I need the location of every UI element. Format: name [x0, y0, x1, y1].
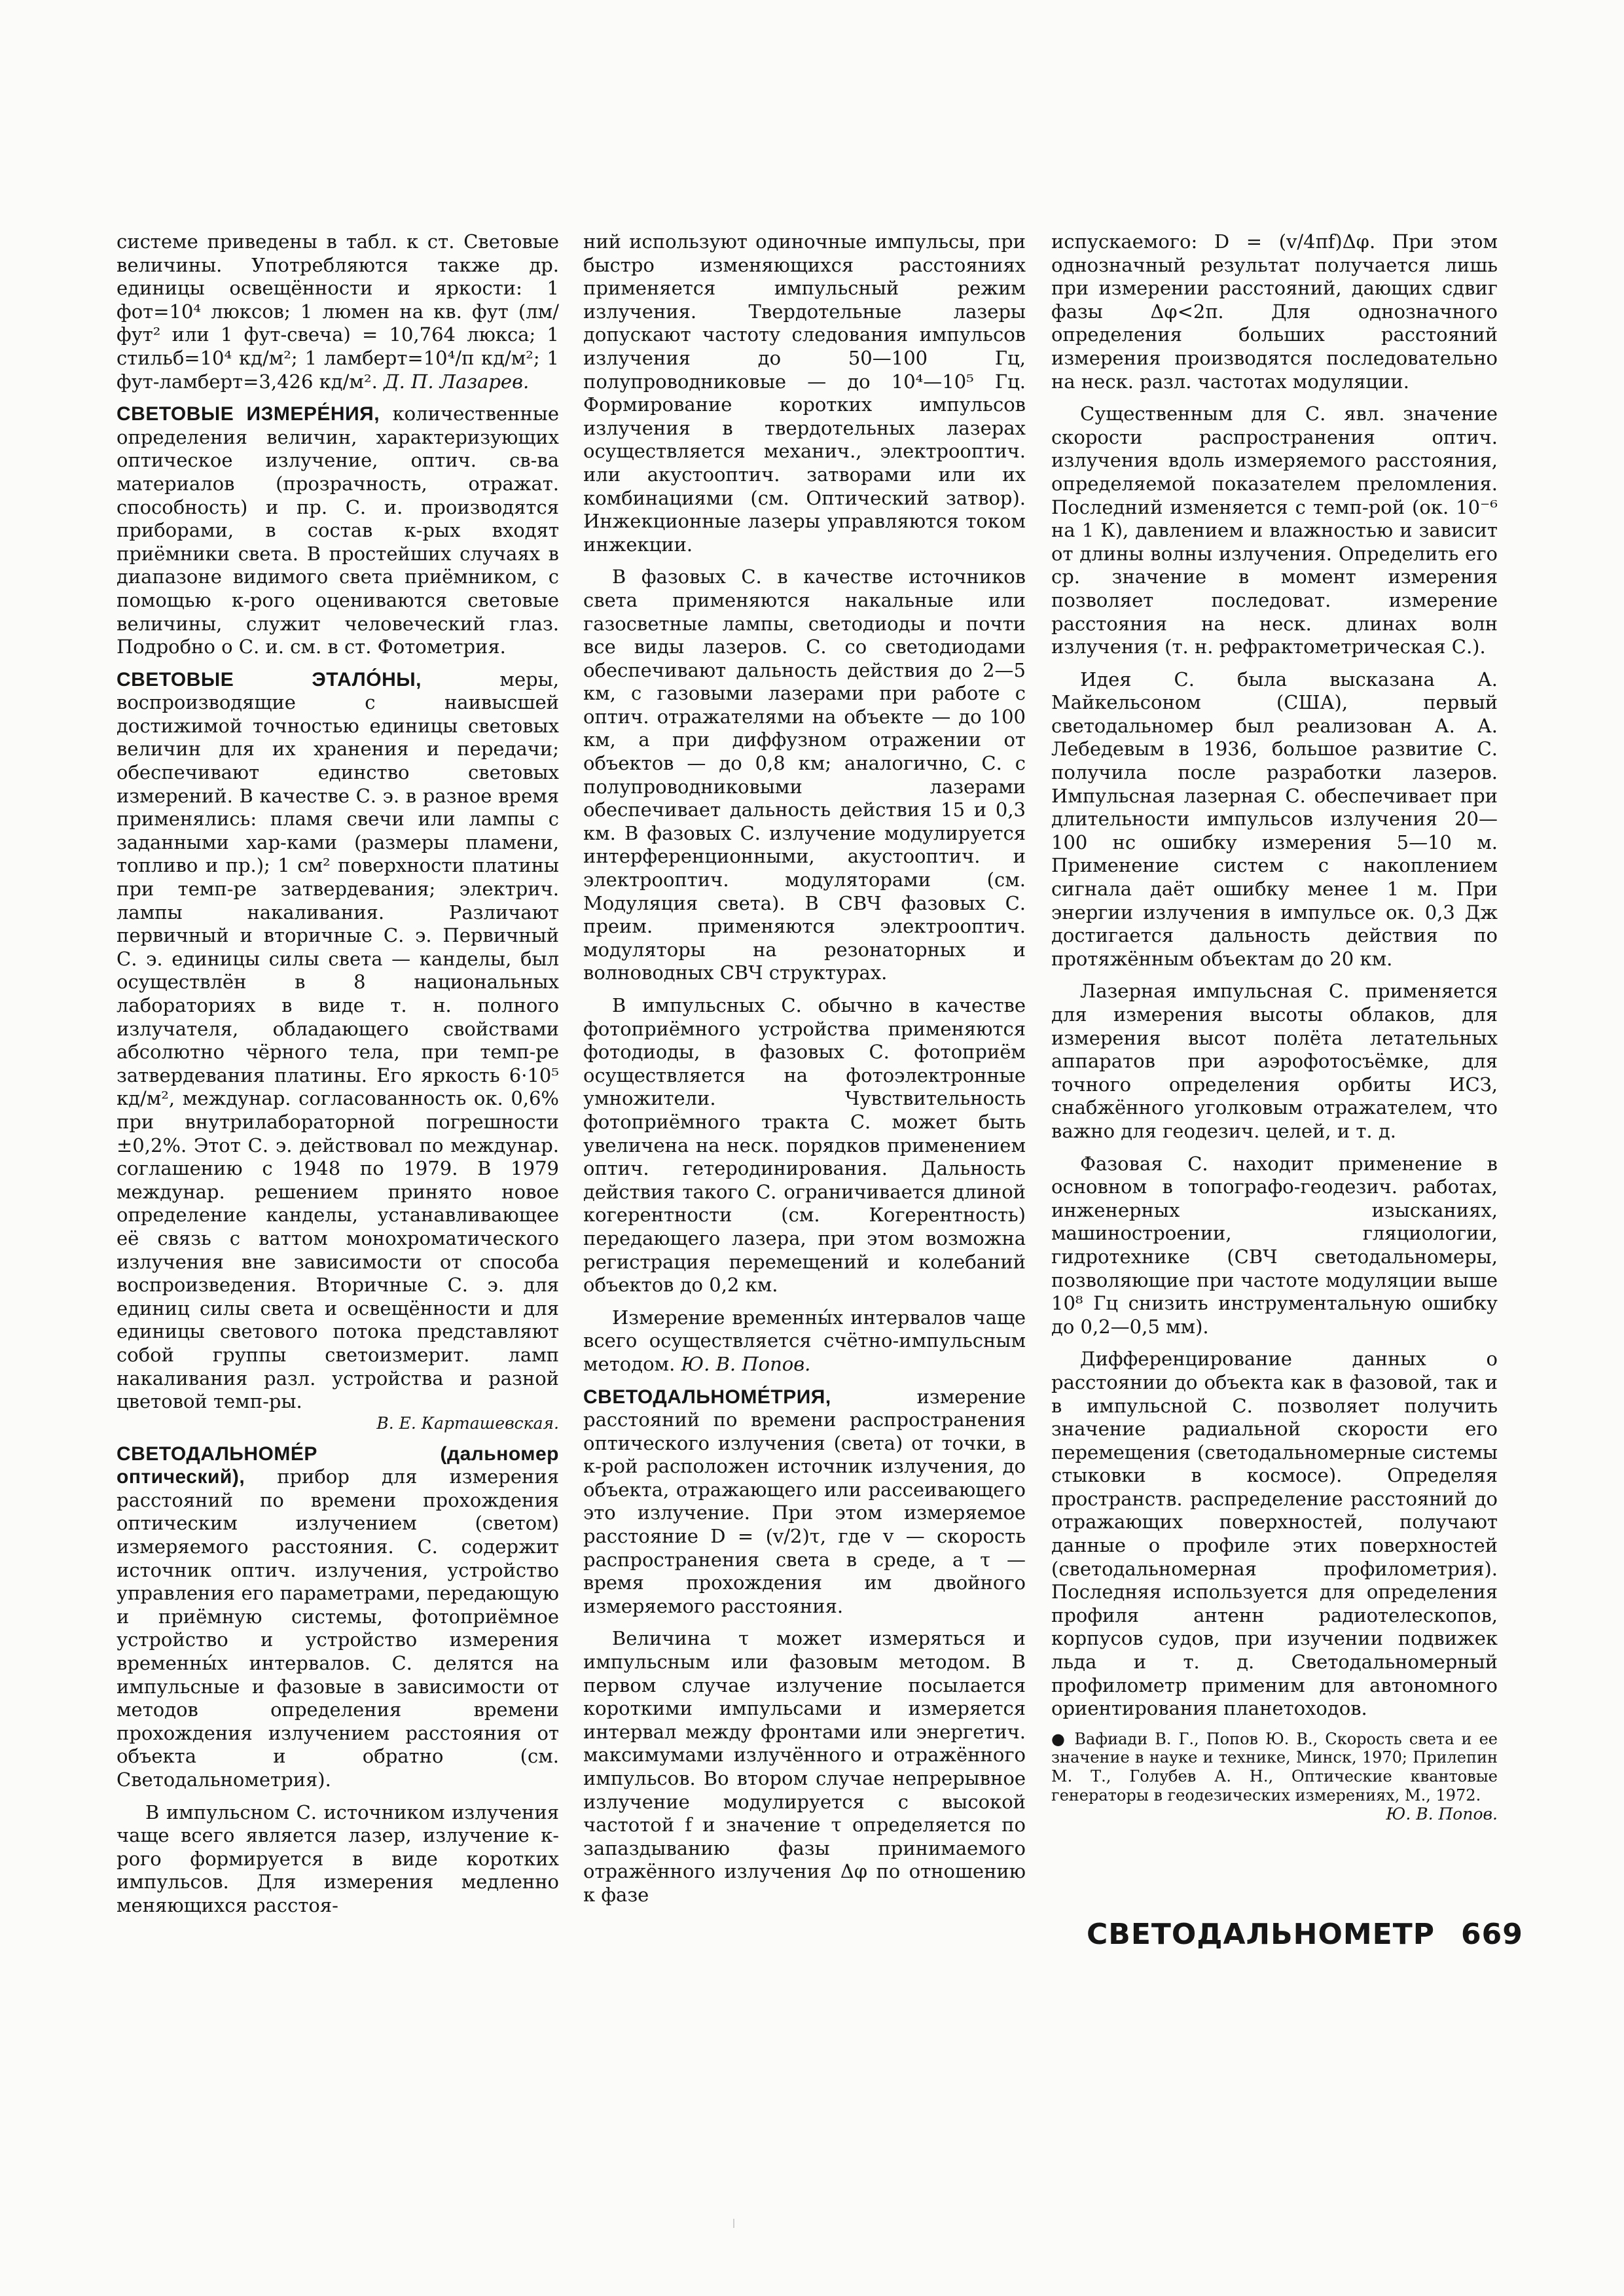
text-column-1 — [117, 230, 559, 1918]
references: ● Вафиади В. Г., Попов Ю. В., Скорость света и ее значение в науке и технике, Минск, 1970; Прилепин М. Т., Голубев А. Н., Оптические квантовые генераторы в геодезических измерениях, М., 1972. Ю. В. Попов. — [1051, 1729, 1498, 1824]
entry-svetovye-etalony — [117, 668, 559, 1433]
running-head-word: СВЕТОДАЛЬНОМЕТР — [1087, 1918, 1435, 1951]
paragraph: Существенным для С. явл. значение скорости распространения оптич. излучения вдоль измеряемого расстояния, определяемой показателем преломления. Последний изменяется с темп-рой (ок. 10⁻⁶ на 1 К), давлением и влажностью и зависит от длины волны излучения. Определить его ср. значение в момент измерения позволяет последоват. измерение расстояния на неск. длинах волн излучения (т. н. рефрактометрическая С.). — [1051, 403, 1498, 658]
paragraph: испускаемого: D = (v/4πf)Δφ. При этом однозначный результат получается лишь при измерении расстояний, дающих сдвиг фазы Δφ<2π. Для однозначного определения больших расстояний измерения производятся последовательно на неск. разл. частотах модуляции. — [1051, 230, 1498, 393]
paragraph: В фазовых С. в качестве источников света применяются накальные или газосветные лампы, светодиоды и почти все виды лазеров. С. со светодиодами обеспечивают дальность действия до 2—5 км, с газовыми лазерами при работе с оптич. отражателями на объекте — до 100 км, а при диффузном отражении от объектов — до 0,8 км; аналогично, С. с полупроводниковыми лазерами обеспечивает дальность действия 15 и 0,3 км. В фазовых С. излучение модулируется интерференционными, акустооптич. и электрооптич. модуляторами (см. Модуляция света). В СВЧ фазовых С. преим. применяются электрооптич. модуляторы на резонаторных и волноводных СВЧ структурах. — [583, 565, 1026, 984]
text-column-3 — [1051, 230, 1498, 1824]
author-signature: Ю. В. Попов. — [1386, 1804, 1498, 1824]
entry-body: измерение расстояний по времени распространения оптического излучения (света) от точки, в к-рой расположен источник излучения, до объекта, отражающего или рассеивающего это излучение. При этом измеряемое расстояние D = (v/2)τ, где v — скорость распространения света в среде, а τ — время прохождения им двойного измеряемого расстояния. — [583, 1385, 1026, 1617]
page-number: 669 — [1460, 1918, 1523, 1951]
paragraph: Фазовая С. находит применение в основном в топографо-геодезич. работах, инженерных изысканиях, машиностроении, гляциологии, гидротехнике (СВЧ светодальномеры, позволяющие при частоте модуляции выше 10⁸ Гц снизить инструментальную ошибку до 0,2—0,5 мм). — [1051, 1152, 1498, 1338]
entry-headword: СВЕТОВЫЕ ЭТАЛО́НЫ, — [117, 668, 422, 691]
author-signature: В. Е. Карташевская. — [376, 1413, 559, 1433]
author-signature: Ю. В. Попов. — [681, 1352, 811, 1375]
paragraph: Измерение временны́х интервалов чаще всего осуществляется счётно-импульсным методом. Ю. В. Попов. — [583, 1306, 1026, 1375]
page-mark — [733, 2219, 734, 2228]
paragraph: В импульсных С. обычно в качестве фотоприёмного устройства применяются фотодиоды, в фазовых С. фотоприём осуществляется на фотоэлектронные умножители. Чувствительность фотоприёмного тракта С. может быть увеличена на неск. порядков применением оптич. гетеродинирования. Дальность действия такого С. ограничивается длиной когерентности (см. Когерентность) передающего лазера, при этом возможна регистрация перемещений и колебаний объектов до 0,2 км. — [583, 994, 1026, 1297]
entry-body: меры, воспроизводящие с наивысшей достижимой точностью единицы световых величин для их хранения и передачи; обеспечивают единство световых измерений. В качестве С. э. в разное время применялись: пламя свечи или лампы с заданными хар-ками (размеры пламени, топливо и пр.); 1 см² поверхности платины при темп-ре затвердевания; электрич. лампы накаливания. Различают первичный и вторичные С. э. Первичный С. э. единицы силы света — канделы, был осуществлён в 8 национальных лабораториях в виде т. н. полного излучателя, обладающего свойствами абсолютно чёрного тела, при темп-ре затвердевания платины. Его яркость 6·10⁵ кд/м², междунар. согласованность ок. 0,6% при внутрилабораторной погрешности ±0,2%. Этот С. э. действовал по междунар. соглашению с 1948 по 1979. В 1979 междунар. решением принято новое определение канделы, устанавливающее её связь с ваттом монохроматического излучения вне зависимости от способа воспроизведения. Вторичные С. э. для единиц силы света и освещённости и для единицы светового потока представляют собой группы светоизмерит. ламп накаливания разл. устройства и разной цветовой темп-ры. — [117, 668, 559, 1413]
paragraph: Величина τ может измеряться и импульсным или фазовым методом. В первом случае излучение посылается короткими импульсами и измеряется интервал между фронтами или энергетич. максимумами излучённого и отражённого импульсов. Во втором случае непрерывное излучение модулируется с высокой частотой f и значение τ определяется по запаздыванию фазы принимаемого отражённого излучения Δφ по отношению к фазе — [583, 1627, 1026, 1906]
entry-svetodalnomer — [117, 1443, 559, 1792]
paragraph: В импульсном С. источником излучения чаще всего является лазер, излучение к-рого формируется в виде коротких импульсов. Для измерения медленно меняющихся расстоя- — [117, 1801, 559, 1916]
paragraph: системе приведены в табл. к ст. Световые величины. Употребляются также др. единицы освещённости и яркости: 1 фот=10⁴ люксов; 1 люмен на кв. фут (лм/фут² или 1 фут-свеча) = 10,764 люкса; 1 стильб=10⁴ кд/м²; 1 ламберт=10⁴/π кд/м²; 1 фут-ламберт=3,426 кд/м². Д. П. Лазарев. — [117, 230, 559, 393]
entry-body: количественные определения величин, характеризующих оптическое излучение, оптич. св-ва материалов (прозрачность, отражат. способность) и пр. С. и. производятся приборами, в состав к-рых входят приёмники света. В простейших случаях в диапазоне видимого света приёмником, с помощью к-рого оцениваются световые величины, служит человеческий глаз. Подробно о С. и. см. в ст. Фотометрия. — [117, 403, 559, 658]
entry-svetodalnometriya — [583, 1386, 1026, 1619]
paragraph: Лазерная импульсная С. применяется для измерения высоты облаков, для измерения высот полёта летательных аппаратов при аэрофотосъёмке, для точного определения орбиты ИСЗ, снабжённого уголковым отражателем, что важно для геодезич. целей, и т. д. — [1051, 980, 1498, 1142]
entry-body: прибор для измерения расстояний по времени прохождения оптическим излучением (светом) измеряемого расстояния. С. содержит источник оптич. излучения, устройство управления его параметрами, передающую и приёмную системы, фотоприёмное устройство и устройство измерения временны́х интервалов. С. делятся на импульсные и фазовые в зависимости от методов определения времени прохождения излучением расстояния от объекта и обратно (см. Светодальнометрия). — [117, 1465, 559, 1791]
author-signature: Д. П. Лазарев. — [384, 370, 530, 393]
paragraph: Дифференцирование данных о расстоянии до объекта как в фазовой, так и в импульсной С. позволяет получить значение радиальной скорости его перемещения (светодальномерные системы стыковки в космосе). Определяя пространств. распределение расстояний до отражающих поверхностей, получают данные о профиле этих поверхностей (светодальномерная профилометрия). Последняя используется для определения профиля антенн радиотелескопов, корпусов судов, при изучении подвижек льда и т. д. Светодальномерный профилометр применим для автономного ориентирования планетоходов. — [1051, 1348, 1498, 1720]
running-head — [1087, 1918, 1523, 1951]
entry-headword: СВЕТОДАЛЬНОМЕ́ТРИЯ, — [583, 1386, 831, 1408]
paragraph: ний используют одиночные импульсы, при быстро изменяющихся расстояниях применяется импульсный режим излучения. Твердотельные лазеры допускают частоту следования импульсов излучения до 50—100 Гц, полупроводниковые — до 10⁴—10⁵ Гц. Формирование коротких импульсов излучения в твердотельных лазерах осуществляется механич., электрооптич. или акустооптич. затворами или их комбинациями (см. Оптический затвор). Инжекционные лазеры управляются током инжекции. — [583, 230, 1026, 556]
text-column-2 — [583, 230, 1026, 1907]
entry-headword: СВЕТОВЫЕ ИЗМЕРЕ́НИЯ, — [117, 403, 380, 425]
paragraph: Идея С. была высказана А. Майкельсоном (США), первый светодальномер был реализован А. А. Лебедевым в 1936, большое развитие С. получила после разработки лазеров. Импульсная лазерная С. обеспечивает при длительности импульсов излучения 20—100 нс ошибку измерения 5—10 м. Применение систем с накоплением сигнала даёт ошибку менее 1 м. При энергии излучения в импульсе ок. 0,3 Дж достигается дальность действия по протяжённым объектам до 20 км. — [1051, 668, 1498, 970]
entry-svetovye-izmereniya — [117, 403, 559, 659]
entry-headword: СВЕТОДАЛЬНОМЕ́Р (дальномер оптический), — [117, 1443, 559, 1488]
